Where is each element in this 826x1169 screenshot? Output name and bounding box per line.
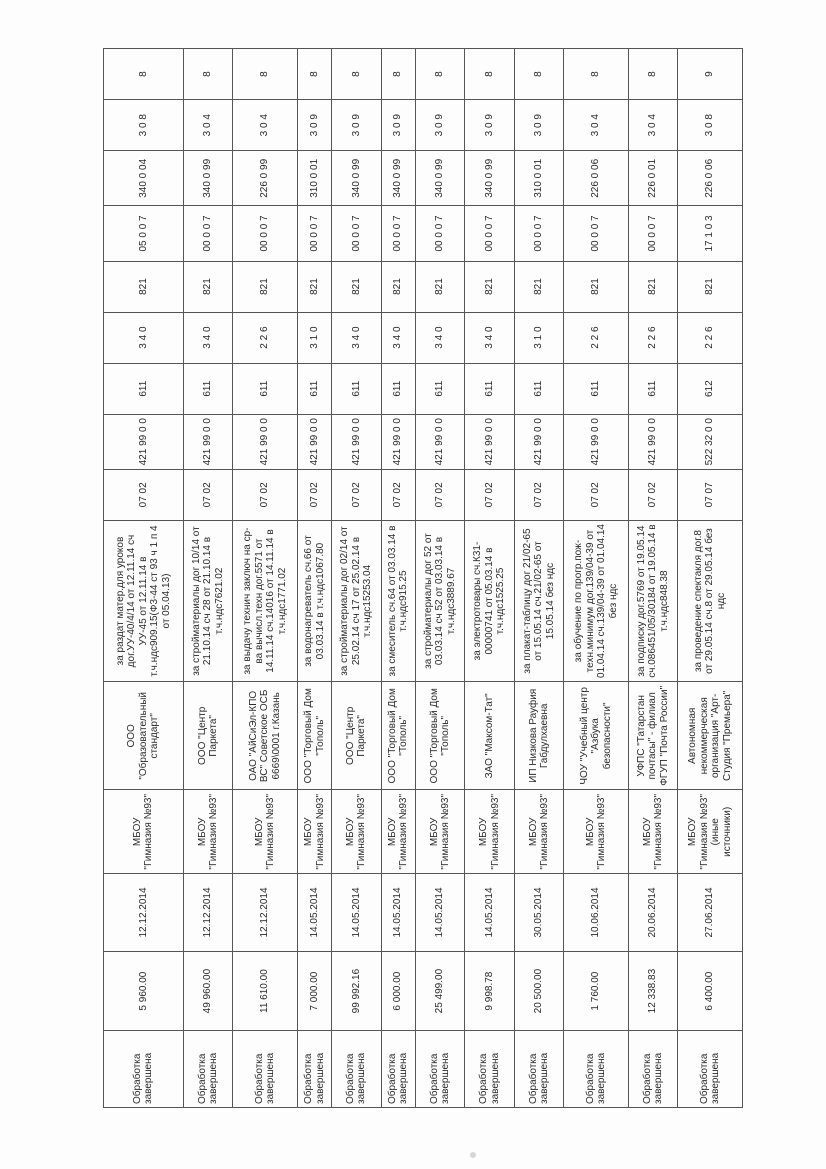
- fund-code-cell: 9: [678, 49, 743, 100]
- table-row: [465, 49, 514, 1108]
- department-code-cell: 821: [233, 261, 298, 312]
- department-code-cell: 821: [514, 261, 563, 312]
- status-cell: Обработка завершена: [628, 1031, 677, 1108]
- payment-purpose-cell: за плакат-таблицу дог 21/02-65 от 15.05.14 сч.21/02-65 от 15.05.14 без ндс: [514, 520, 563, 681]
- status-cell: Обработка завершена: [381, 1031, 415, 1108]
- kosgu-cell: 3 1 0: [514, 312, 563, 363]
- section-code-cell: 07 02: [332, 469, 381, 520]
- counterparty-cell: ОАО "АйСиЭл-КПО ВС" Советское ОСБ 6669\0001 г.Казань: [233, 682, 298, 790]
- organization-cell: МБОУ "Гимназия №93": [104, 790, 184, 874]
- date-cell: 14.05.2014: [297, 874, 331, 952]
- organization-cell: МБОУ "Гимназия №93": [415, 790, 464, 874]
- subsidy-code-cell: 00 0 0 7: [564, 206, 629, 261]
- date-cell: 12.12.2014: [183, 874, 232, 952]
- expense-type-cell: 611: [183, 363, 232, 414]
- target-article-cell: 421 99 0 0: [564, 414, 629, 469]
- fund-code-cell: 8: [104, 49, 184, 100]
- fund-code-cell: 8: [297, 49, 331, 100]
- payment-purpose-cell: за выдачу технич заключ на ср-ва вычисл.техн дог.5571 от 14.11.14 сч.14016 от 14.11.14 в т.ч.ндс1771.02: [233, 520, 298, 681]
- expense-type-cell: 611: [332, 363, 381, 414]
- department-code-cell: 821: [104, 261, 184, 312]
- amount-cell: 9 998.78: [465, 951, 514, 1031]
- fund-code-cell: 8: [514, 49, 563, 100]
- detail-code-cell: 340 0 99: [183, 151, 232, 206]
- department-code-cell: 821: [183, 261, 232, 312]
- kosgu-cell: 2 2 6: [628, 312, 677, 363]
- status-cell: Обработка завершена: [332, 1031, 381, 1108]
- target-article-cell: 421 99 0 0: [465, 414, 514, 469]
- table-row: [332, 49, 381, 1108]
- status-cell: Обработка завершена: [465, 1031, 514, 1108]
- status-cell: Обработка завершена: [514, 1031, 563, 1108]
- table-row: [678, 49, 743, 1108]
- fund-code-cell: 8: [183, 49, 232, 100]
- amount-cell: 6 400.00: [678, 951, 743, 1031]
- section-code-cell: 07 02: [465, 469, 514, 520]
- detail-code-cell: 226 0 06: [678, 151, 743, 206]
- fund-code-cell: 8: [628, 49, 677, 100]
- department-code-cell: 821: [381, 261, 415, 312]
- subsidy-code-cell: 00 0 0 7: [381, 206, 415, 261]
- detail-code-cell: 226 0 01: [628, 151, 677, 206]
- detail-code-cell: 340 0 99: [332, 151, 381, 206]
- counterparty-cell: ООО "Центр Паркета": [332, 682, 381, 790]
- counterparty-cell: ООО "Центр Паркета": [183, 682, 232, 790]
- detail-code-cell: 340 0 99: [381, 151, 415, 206]
- expense-type-cell: 611: [104, 363, 184, 414]
- extra-code-cell: 3 0 9: [381, 100, 415, 151]
- date-cell: 12.12.2014: [104, 874, 184, 952]
- date-cell: 12.12.2014: [233, 874, 298, 952]
- extra-code-cell: 3 0 9: [514, 100, 563, 151]
- kosgu-cell: 3 4 0: [332, 312, 381, 363]
- department-code-cell: 821: [628, 261, 677, 312]
- kosgu-cell: 3 4 0: [381, 312, 415, 363]
- extra-code-cell: 3 0 4: [183, 100, 232, 151]
- status-cell: Обработка завершена: [678, 1031, 743, 1108]
- organization-cell: МБОУ "Гимназия №93": [297, 790, 331, 874]
- target-article-cell: 421 99 0 0: [514, 414, 563, 469]
- table-row: [104, 49, 184, 1108]
- kosgu-cell: 3 4 0: [465, 312, 514, 363]
- target-article-cell: 421 99 0 0: [381, 414, 415, 469]
- amount-cell: 49 960.00: [183, 951, 232, 1031]
- date-cell: 27.06.2014: [678, 874, 743, 952]
- section-code-cell: 07 02: [381, 469, 415, 520]
- kosgu-cell: 2 2 6: [233, 312, 298, 363]
- amount-cell: 20 500.00: [514, 951, 563, 1031]
- date-cell: 14.05.2014: [465, 874, 514, 952]
- kosgu-cell: 2 2 6: [564, 312, 629, 363]
- organization-cell: МБОУ "Гимназия №93": [628, 790, 677, 874]
- counterparty-cell: ИП Низкова Рауфия Габдулхаевна: [514, 682, 563, 790]
- amount-cell: 99 992.16: [332, 951, 381, 1031]
- kosgu-cell: 3 1 0: [297, 312, 331, 363]
- payment-purpose-cell: за проведение спектакля дог.8 от 29.05.14 сч.8 от 29.05.14 без ндс: [678, 520, 743, 681]
- expense-type-cell: 611: [628, 363, 677, 414]
- extra-code-cell: 3 0 9: [465, 100, 514, 151]
- date-cell: 10.06.2014: [564, 874, 629, 952]
- subsidy-code-cell: 00 0 0 7: [415, 206, 464, 261]
- fund-code-cell: 8: [233, 49, 298, 100]
- date-cell: 14.05.2014: [332, 874, 381, 952]
- organization-cell: МБОУ "Гимназия №93": [332, 790, 381, 874]
- status-cell: Обработка завершена: [183, 1031, 232, 1108]
- expense-type-cell: 611: [514, 363, 563, 414]
- kosgu-cell: 3 4 0: [104, 312, 184, 363]
- counterparty-cell: ООО "Торговый Дом "Тополь": [415, 682, 464, 790]
- amount-cell: 1 760.00: [564, 951, 629, 1031]
- department-code-cell: 821: [465, 261, 514, 312]
- kosgu-cell: 3 4 0: [183, 312, 232, 363]
- subsidy-code-cell: 00 0 0 7: [465, 206, 514, 261]
- section-code-cell: 07 02: [628, 469, 677, 520]
- target-article-cell: 522 32 0 0: [678, 414, 743, 469]
- department-code-cell: 821: [678, 261, 743, 312]
- counterparty-cell: ЗАО "Максом-Тат": [465, 682, 514, 790]
- counterparty-cell: Автономная некоммерческая организация "Арт-Студия "Премьера": [678, 682, 743, 790]
- organization-cell: МБОУ "Гимназия №93": [564, 790, 629, 874]
- subsidy-code-cell: 00 0 0 7: [514, 206, 563, 261]
- date-cell: 30.05.2014: [514, 874, 563, 952]
- payment-purpose-cell: за подписку дог.5769 от 19.05.14 сч.086451/05/30184 от 19.05.14 в т.ч.ндс848.38: [628, 520, 677, 681]
- section-code-cell: 07 02: [183, 469, 232, 520]
- department-code-cell: 821: [564, 261, 629, 312]
- organization-cell: МБОУ "Гимназия №93": [381, 790, 415, 874]
- kosgu-cell: 3 4 0: [415, 312, 464, 363]
- extra-code-cell: 3 0 9: [332, 100, 381, 151]
- fund-code-cell: 8: [415, 49, 464, 100]
- payment-purpose-cell: за обучение по прогр.пож-техн.минимум дог.139/04-39 от 01.04.14 сч.139/04-39 от 01.04.14 без ндс: [564, 520, 629, 681]
- status-cell: Обработка завершена: [564, 1031, 629, 1108]
- section-code-cell: 07 02: [514, 469, 563, 520]
- section-code-cell: 07 02: [104, 469, 184, 520]
- fund-code-cell: 8: [381, 49, 415, 100]
- amount-cell: 25 499.00: [415, 951, 464, 1031]
- table-row: [183, 49, 232, 1108]
- extra-code-cell: 3 0 9: [297, 100, 331, 151]
- payment-purpose-cell: за стройматериалы дог 02/14 от 25.02.14 сч 17 от 25.02.14 в т.ч.ндс15253.04: [332, 520, 381, 681]
- payment-purpose-cell: за водонагреватель сч.66 от 03.03.14 в т.ч.ндс1067.80: [297, 520, 331, 681]
- section-code-cell: 07 02: [415, 469, 464, 520]
- subsidy-code-cell: 00 0 0 7: [233, 206, 298, 261]
- extra-code-cell: 3 0 9: [415, 100, 464, 151]
- subsidy-code-cell: 17 1 0 3: [678, 206, 743, 261]
- date-cell: 14.05.2014: [415, 874, 464, 952]
- section-code-cell: 07 02: [297, 469, 331, 520]
- payment-purpose-cell: за электротовары сч.К31-00000741 от 05.03.14 в т.ч.ндс1525.25: [465, 520, 514, 681]
- subsidy-code-cell: 00 0 0 7: [628, 206, 677, 261]
- kosgu-cell: 2 2 6: [678, 312, 743, 363]
- subsidy-code-cell: 00 0 0 7: [297, 206, 331, 261]
- target-article-cell: 421 99 0 0: [628, 414, 677, 469]
- rotated-table-container: [103, 48, 743, 1108]
- target-article-cell: 421 99 0 0: [415, 414, 464, 469]
- status-cell: Обработка завершена: [415, 1031, 464, 1108]
- organization-cell: МБОУ "Гимназия №93" (иные источники): [678, 790, 743, 874]
- counterparty-cell: ООО "Образовательный стандарт": [104, 682, 184, 790]
- counterparty-cell: ООО "Торговый Дом "Тополь": [297, 682, 331, 790]
- organization-cell: МБОУ "Гимназия №93": [233, 790, 298, 874]
- section-code-cell: 07 07: [678, 469, 743, 520]
- status-cell: Обработка завершена: [104, 1031, 184, 1108]
- fund-code-cell: 8: [332, 49, 381, 100]
- target-article-cell: 421 99 0 0: [183, 414, 232, 469]
- scan-speck: [470, 1152, 476, 1158]
- expense-type-cell: 611: [381, 363, 415, 414]
- counterparty-cell: УФПС "Татарстан почтасы" - филиал ФГУП "Почта России": [628, 682, 677, 790]
- extra-code-cell: 3 0 8: [104, 100, 184, 151]
- date-cell: 14.05.2014: [381, 874, 415, 952]
- payment-purpose-cell: за стройматериалы дог 10/14 от 21.10.14 сч 28 от 21.10.14 в т.ч.ндс7621.02: [183, 520, 232, 681]
- table-row: [415, 49, 464, 1108]
- detail-code-cell: 226 0 06: [564, 151, 629, 206]
- subsidy-code-cell: 00 0 0 7: [332, 206, 381, 261]
- extra-code-cell: 3 0 4: [628, 100, 677, 151]
- expense-type-cell: 611: [297, 363, 331, 414]
- extra-code-cell: 3 0 4: [233, 100, 298, 151]
- extra-code-cell: 3 0 4: [564, 100, 629, 151]
- detail-code-cell: 310 0 01: [514, 151, 563, 206]
- payment-purpose-cell: за раздат матер.для уроков дог.УУ-40/4/14 от 12.11.14 сч УУ-45 от 12.11.14 в т.ч.ндс909.15(Ф3-44 ст 93 ч 1 п 4 от 05.04.13): [104, 520, 184, 681]
- amount-cell: 11 610.00: [233, 951, 298, 1031]
- expense-type-cell: 611: [564, 363, 629, 414]
- amount-cell: 5 960.00: [104, 951, 184, 1031]
- fund-code-cell: 8: [564, 49, 629, 100]
- subsidy-code-cell: 00 0 0 7: [183, 206, 232, 261]
- status-cell: Обработка завершена: [297, 1031, 331, 1108]
- organization-cell: МБОУ "Гимназия №93": [465, 790, 514, 874]
- status-cell: Обработка завершена: [233, 1031, 298, 1108]
- target-article-cell: 421 99 0 0: [332, 414, 381, 469]
- amount-cell: 7 000.00: [297, 951, 331, 1031]
- expense-type-cell: 612: [678, 363, 743, 414]
- counterparty-cell: ООО "Торговый Дом "Тополь": [381, 682, 415, 790]
- table-body: [104, 49, 743, 1108]
- table-row: [297, 49, 331, 1108]
- date-cell: 20.06.2014: [628, 874, 677, 952]
- department-code-cell: 821: [332, 261, 381, 312]
- department-code-cell: 821: [415, 261, 464, 312]
- expense-type-cell: 611: [415, 363, 464, 414]
- subsidy-code-cell: 05 0 0 7: [104, 206, 184, 261]
- table-row: [564, 49, 629, 1108]
- section-code-cell: 07 02: [233, 469, 298, 520]
- detail-code-cell: 226 0 99: [233, 151, 298, 206]
- organization-cell: МБОУ "Гимназия №93": [183, 790, 232, 874]
- detail-code-cell: 340 0 99: [465, 151, 514, 206]
- table-row: [381, 49, 415, 1108]
- table-row: [628, 49, 677, 1108]
- extra-code-cell: 3 0 8: [678, 100, 743, 151]
- amount-cell: 6 000.00: [381, 951, 415, 1031]
- section-code-cell: 07 02: [564, 469, 629, 520]
- expense-type-cell: 611: [465, 363, 514, 414]
- fund-code-cell: 8: [465, 49, 514, 100]
- target-article-cell: 421 99 0 0: [104, 414, 184, 469]
- detail-code-cell: 340 0 99: [415, 151, 464, 206]
- detail-code-cell: 340 0 04: [104, 151, 184, 206]
- payment-purpose-cell: за стройматериалы дог 52 от 03.03.14 сч 52 от 03.03.14 в т.ч.ндс3889.67: [415, 520, 464, 681]
- target-article-cell: 421 99 0 0: [233, 414, 298, 469]
- target-article-cell: 421 99 0 0: [297, 414, 331, 469]
- organization-cell: МБОУ "Гимназия №93": [514, 790, 563, 874]
- payment-purpose-cell: за смеситель сч.64 от 03.03.14 в т.ч.ндс915.25: [381, 520, 415, 681]
- department-code-cell: 821: [297, 261, 331, 312]
- expense-type-cell: 611: [233, 363, 298, 414]
- counterparty-cell: ЧОУ "Учебный центр "Азбука безопасности": [564, 682, 629, 790]
- amount-cell: 12 338.83: [628, 951, 677, 1031]
- table-row: [233, 49, 298, 1108]
- detail-code-cell: 310 0 01: [297, 151, 331, 206]
- table-row: [514, 49, 563, 1108]
- payments-table: [103, 48, 743, 1108]
